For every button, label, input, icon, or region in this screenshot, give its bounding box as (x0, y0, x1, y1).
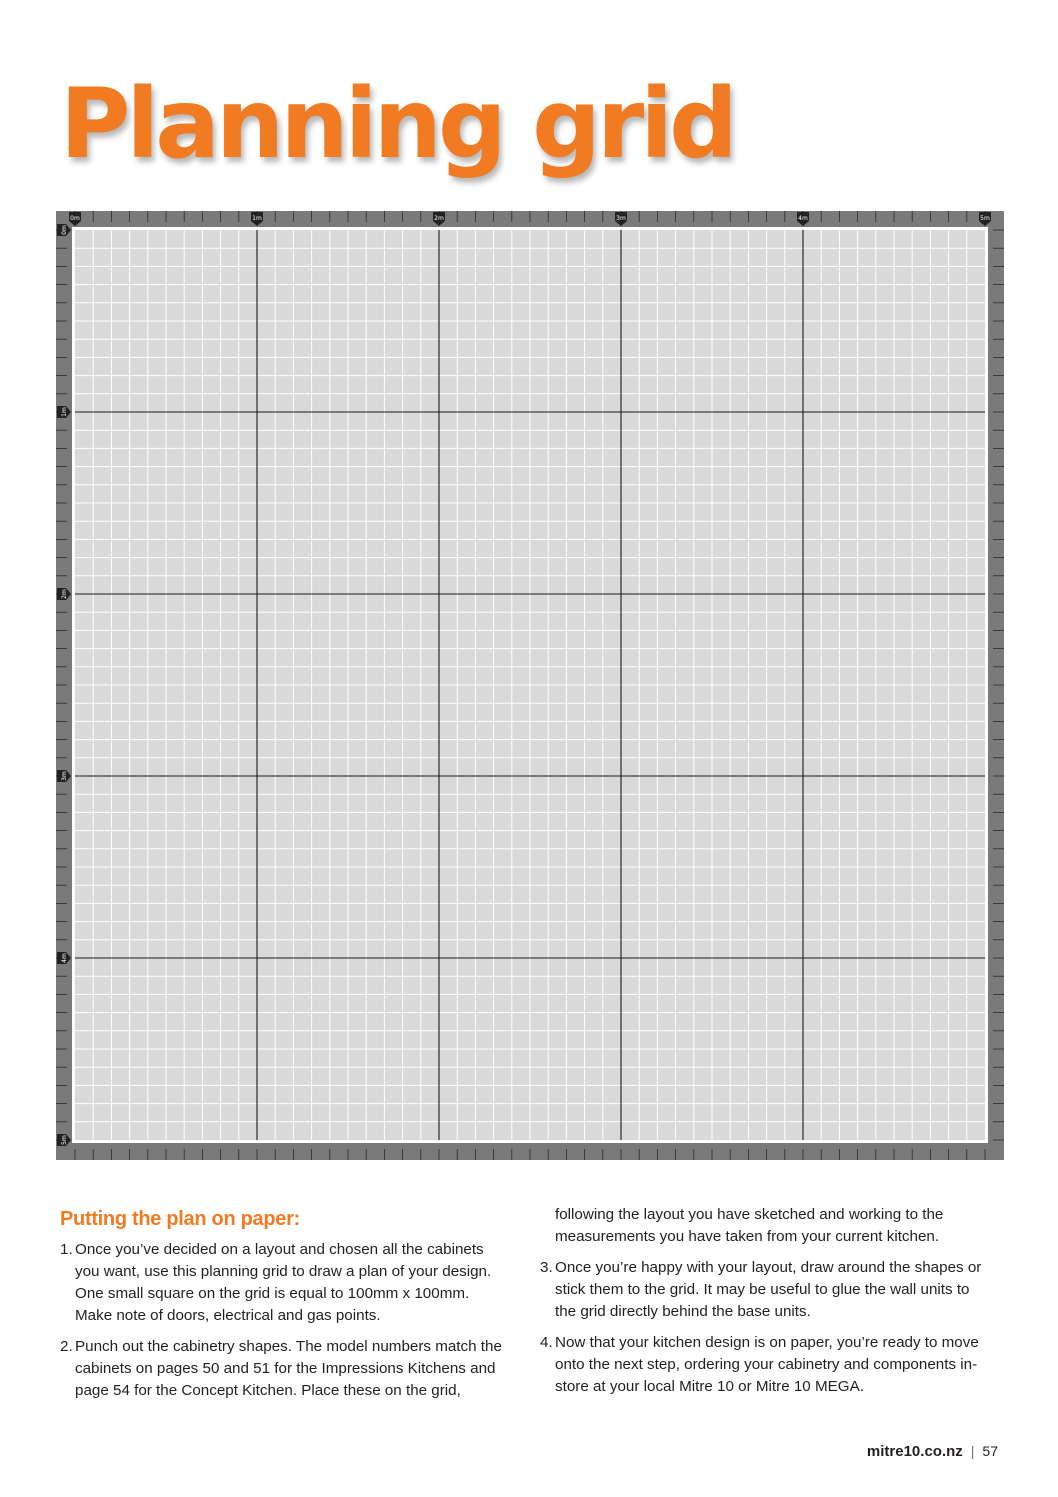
step-4-text: Now that your kitchen design is on paper, you’re ready to move onto the next step, ordering your cabinetry and components in-store at your local Mitre 10 or Mitre 10 MEGA. (555, 1334, 979, 1395)
top-metre-label: 2m (434, 215, 444, 222)
instructions-left-column (60, 1205, 510, 1411)
step-4 (540, 1332, 990, 1398)
step-1-text: Once you’ve decided on a layout and chosen all the cabinets you want, use this planning grid to draw a plan of your design. One small square on the grid is equal to 100mm x 100mm. Make note of doors, electrical and gas points. (75, 1241, 492, 1324)
left-metre-label: 2m (61, 589, 68, 599)
left-metre-label: 0m (61, 225, 68, 235)
left-metre-label: 4m (61, 953, 68, 963)
instructions-heading: Putting the plan on paper: (60, 1208, 300, 1230)
step-3 (540, 1257, 990, 1323)
footer-site[interactable]: mitre10.co.nz (866, 1443, 963, 1460)
step-4-number: 4. (540, 1334, 553, 1351)
page-title: Planning grid (60, 68, 734, 180)
footer-separator: | (970, 1443, 975, 1459)
step-1 (60, 1239, 510, 1327)
left-metre-label: 5m (61, 1135, 68, 1145)
left-metre-label: 1m (61, 407, 68, 417)
page-number: 57 (982, 1443, 998, 1459)
step-1-number: 1. (60, 1241, 73, 1258)
step-2-number: 2. (60, 1338, 73, 1355)
top-metre-label: 1m (252, 215, 262, 222)
left-metre-label: 3m (61, 771, 68, 781)
top-metre-label: 5m (980, 215, 990, 222)
step-2 (60, 1336, 510, 1402)
step-3-text: Once you’re happy with your layout, draw around the shapes or stick them to the grid. It may be useful to glue the wall units to the grid directly behind the base units. (555, 1259, 982, 1320)
top-metre-label: 0m (70, 215, 80, 222)
top-metre-label: 3m (616, 215, 626, 222)
step-3-number: 3. (540, 1259, 553, 1276)
top-metre-label: 4m (798, 215, 808, 222)
page-footer (867, 1443, 998, 1460)
planning-grid (56, 211, 1004, 1160)
instructions-right-column (540, 1204, 990, 1407)
step-2-text: Punch out the cabinetry shapes. The model numbers match the cabinets on pages 50 and 51 for the Impressions Kitchens and page 54 for the Concept Kitchen. Place these on the grid, (75, 1338, 502, 1399)
step-2-continued: following the layout you have sketched and working to the measurements you have taken from your current kitchen. (555, 1206, 944, 1245)
planning-grid-svg (56, 211, 1004, 1160)
